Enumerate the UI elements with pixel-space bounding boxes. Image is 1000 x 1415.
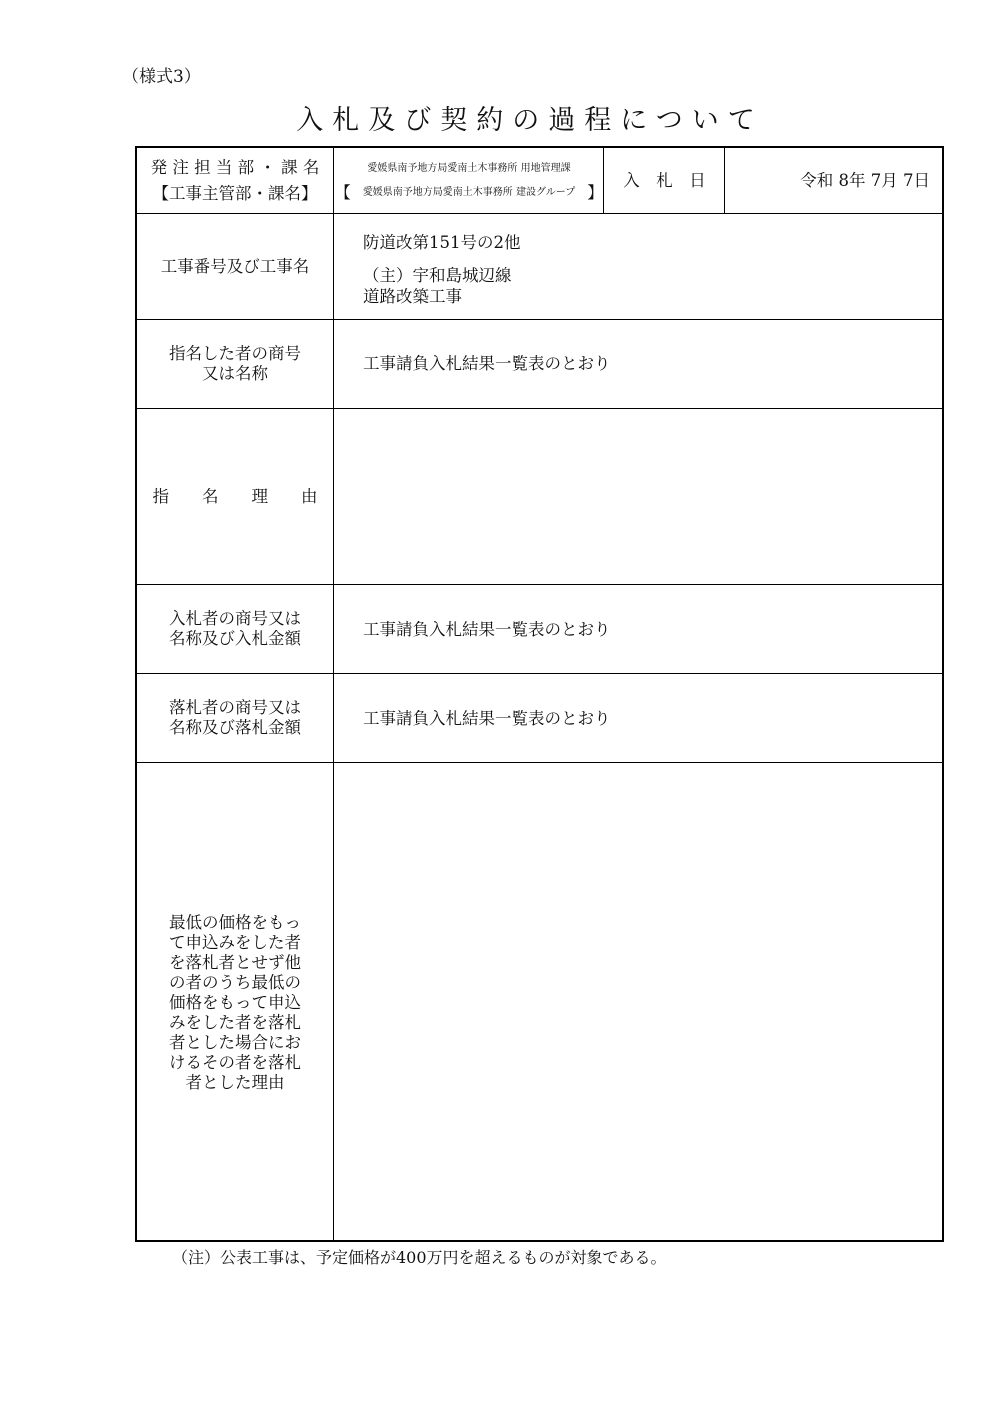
form-table (135, 146, 944, 1242)
work-number: 防道改第151号の2他 (363, 233, 521, 252)
exception-label-line: 者とした理由 (185, 1072, 285, 1092)
work-name-value (363, 232, 521, 307)
department-value (335, 148, 603, 213)
department-label-line2: 【工事主管部・課名】 (152, 183, 318, 203)
bidders-label-line2: 名称及び入札金額 (169, 629, 301, 648)
document-title: 入札及び契約の過程について (296, 105, 764, 136)
bid-date-value: 令和 8年 7月 7日 (800, 170, 930, 190)
column-divider (333, 148, 334, 1242)
exception-label-line: て申込みをした者 (169, 932, 301, 952)
exception-label-line: みをした者を落札 (169, 1012, 301, 1032)
exception-label-line: 価格をもって申込 (169, 992, 301, 1012)
designated-label-line1: 指名した者の商号 (169, 344, 301, 363)
column-divider (724, 148, 725, 213)
designated-label-line2: 又は名称 (202, 364, 268, 383)
winner-label-line2: 名称及び落札金額 (169, 718, 301, 737)
designated-value: 工事請負入札結果一覧表のとおり (363, 353, 611, 373)
exception-label-line: けるその者を落札 (169, 1052, 301, 1072)
work-title: 道路改築工事 (363, 287, 462, 306)
exception-label (137, 763, 333, 1242)
winner-value: 工事請負入札結果一覧表のとおり (363, 708, 611, 728)
designated-label (137, 320, 333, 408)
exception-label-line: を落札者とせず他 (169, 952, 301, 972)
department-value-line2-wrap (335, 181, 603, 205)
department-value-line1: 愛媛県南予地方局愛南土木事務所 用地管理課 (367, 162, 571, 174)
footnote: （注）公表工事は、予定価格が400万円を超えるものが対象である。 (172, 1248, 667, 1267)
bracket-open: 【 (334, 182, 351, 202)
reason-label: 指 名 理 由 (152, 486, 318, 506)
winner-label (137, 674, 333, 762)
reason-value (363, 409, 923, 584)
bidders-label (137, 585, 333, 673)
bidders-label-line1: 入札者の商号又は (169, 609, 301, 628)
department-label-line1: 発 注 担 当 部 ・ 課 名 (150, 157, 320, 177)
exception-value (363, 763, 923, 1242)
work-name-label: 工事番号及び工事名 (160, 256, 310, 276)
department-value-line2: 愛媛県南予地方局愛南土木事務所 建設グループ (362, 186, 576, 198)
bid-date-label: 入 札 日 (623, 170, 706, 190)
route-name: （主）宇和島城辺線 (363, 266, 512, 285)
form-number: （様式3） (122, 67, 201, 87)
bidders-value: 工事請負入札結果一覧表のとおり (363, 619, 611, 639)
exception-label-line: 者とした場合にお (169, 1032, 301, 1052)
winner-label-line1: 落札者の商号又は (169, 698, 301, 717)
department-label (137, 148, 333, 213)
bracket-close: 】 (587, 182, 604, 202)
exception-label-line: の者のうち最低の (169, 972, 301, 992)
exception-label-line: 最低の価格をもっ (169, 912, 301, 932)
